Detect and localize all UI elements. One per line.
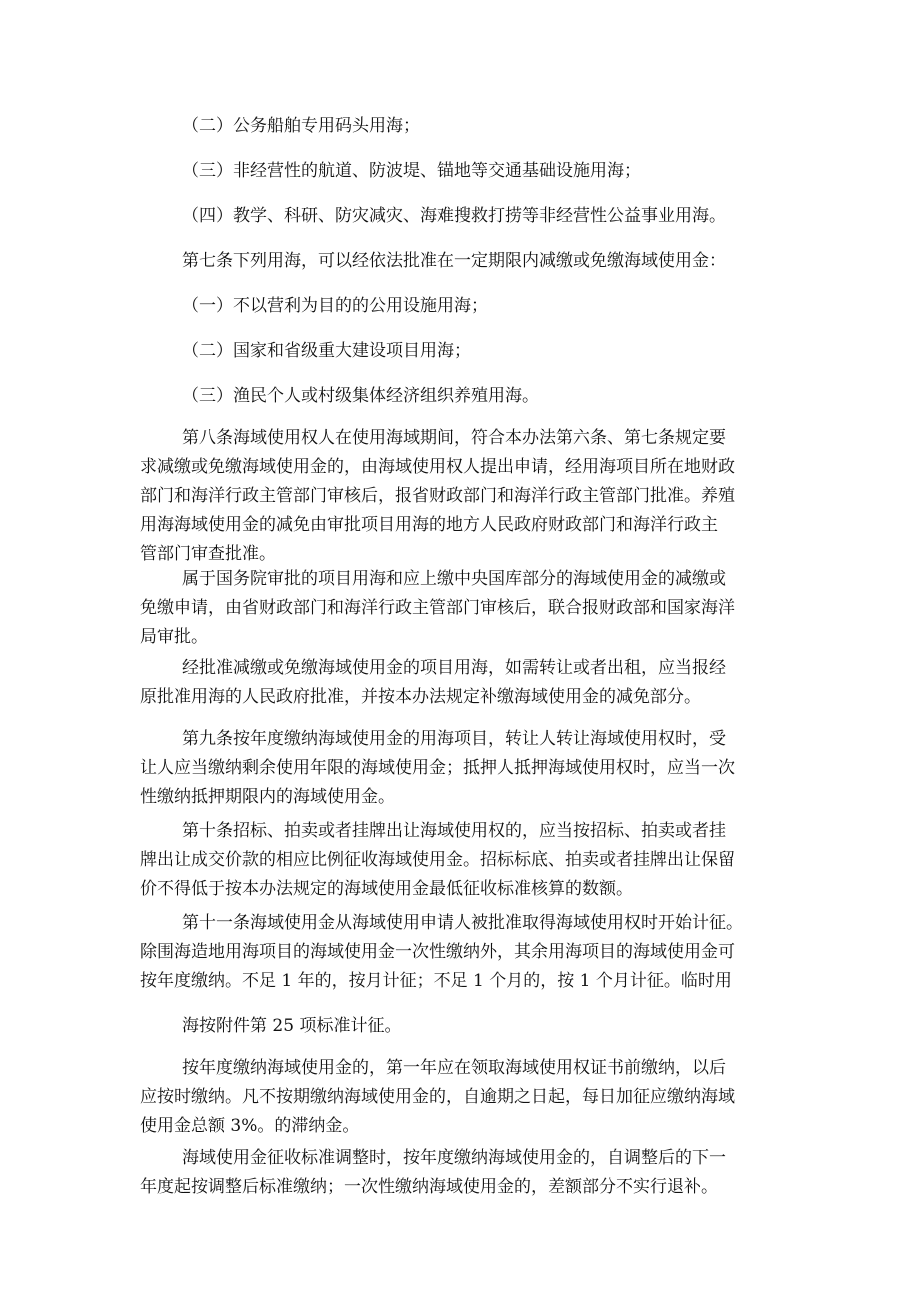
- item-2-official-wharf: （二）公务船舶专用码头用海；: [182, 116, 420, 136]
- article-7-item-2: （二）国家和省级重大建设项目用海；: [182, 341, 471, 361]
- article-11-paragraph: [140, 909, 780, 996]
- article-8-line: 部门和海洋行政主管部门审核后，报省财政部门和海洋行政主管部门批准。养殖: [140, 486, 735, 506]
- article-9-line: 性缴纳抵押期限内的海域使用金。: [140, 787, 395, 807]
- article-11-line: 按年度缴纳。不足 1 年的，按月计征；不足 1 个月的，按 1 个月计征。临时用: [140, 971, 732, 991]
- article-10-line: 牌出让成交价款的相应比例征收海域使用金。招标标底、拍卖或者挂牌出让保留: [140, 850, 735, 870]
- article-7-item-1: （一）不以营利为目的的公用设施用海；: [182, 296, 488, 316]
- state-council-line: 免缴申请，由省财政部门和海洋行政主管部门审核后，联合报财政部和国家海洋: [140, 598, 735, 618]
- article-9-paragraph: [140, 725, 780, 812]
- article-11-line: 除围海造地用海项目的海域使用金一次性缴纳外，其余用海项目的海域使用金可: [140, 942, 735, 962]
- standard-adjustment-paragraph: [140, 1144, 780, 1202]
- article-8-line: 第八条海域使用权人在使用海域期间，符合本办法第六条、第七条规定要: [182, 428, 726, 448]
- state-council-paragraph: [140, 565, 780, 652]
- annual-payment-line: 应按时缴纳。凡不按期缴纳海域使用金的，自逾期之日起，每日加征应缴纳海域: [140, 1087, 735, 1107]
- approved-reduction-line: 原批准用海的人民政府批准，并按本办法规定补缴海域使用金的减免部分。: [140, 687, 701, 707]
- standard-adjustment-line: 年度起按调整后标准缴纳；一次性缴纳海域使用金的，差额部分不实行退补。: [140, 1177, 718, 1197]
- article-11-line: 第十一条海域使用金从海域使用申请人被批准取得海域使用权时开始计征。: [182, 913, 743, 933]
- article-8-line: 用海海域使用金的减免由审批项目用海的地方人民政府财政部门和海洋行政主: [140, 515, 718, 535]
- annual-payment-line: 按年度缴纳海域使用金的，第一年应在领取海域使用权证书前缴纳，以后: [182, 1058, 726, 1078]
- state-council-line: 属于国务院审批的项目用海和应上缴中央国库部分的海域使用金的减缴或: [182, 569, 726, 589]
- article-7-item-3: （三）渔民个人或村级集体经济组织养殖用海。: [182, 386, 539, 406]
- article-9-line: 第九条按年度缴纳海域使用金的用海项目，转让人转让海域使用权时，受: [182, 729, 726, 749]
- article-10-line: 第十条招标、拍卖或者挂牌出让海域使用权的，应当按招标、拍卖或者挂: [182, 821, 726, 841]
- approved-reduction-line: 经批准减缴或免缴海域使用金的项目用海，如需转让或者出租，应当报经: [182, 658, 726, 678]
- annual-payment-line: 使用金总额 3%。的滞纳金。: [140, 1116, 360, 1136]
- article-8-line: 求减缴或免缴海域使用金的，由海域使用权人提出申请，经用海项目所在地财政: [140, 457, 735, 477]
- temporary-use-line: 海按附件第 25 项标准计征。: [182, 1016, 402, 1036]
- item-4-public-welfare: （四）教学、科研、防灾减灾、海难搜救打捞等非经营性公益事业用海。: [182, 206, 726, 226]
- annual-payment-paragraph: [140, 1054, 780, 1141]
- article-10-paragraph: [140, 817, 780, 904]
- article-10-line: 价不得低于按本办法规定的海域使用金最低征收标准核算的数额。: [140, 879, 633, 899]
- item-3-traffic-infrastructure: （三）非经营性的航道、防波堤、锚地等交通基础设施用海；: [182, 161, 641, 181]
- article-7-heading: 第七条下列用海，可以经依法批准在一定期限内减缴或免缴海域使用金：: [182, 251, 726, 271]
- article-8-line: 管部门审查批准。: [140, 544, 276, 564]
- standard-adjustment-line: 海域使用金征收标准调整时，按年度缴纳海域使用金的，自调整后的下一: [182, 1148, 726, 1168]
- article-8-paragraph: [140, 424, 780, 569]
- approved-reduction-paragraph: [140, 654, 780, 712]
- state-council-line: 局审批。: [140, 627, 208, 647]
- article-9-line: 让人应当缴纳剩余使用年限的海域使用金；抵押人抵押海域使用权时，应当一次: [140, 758, 735, 778]
